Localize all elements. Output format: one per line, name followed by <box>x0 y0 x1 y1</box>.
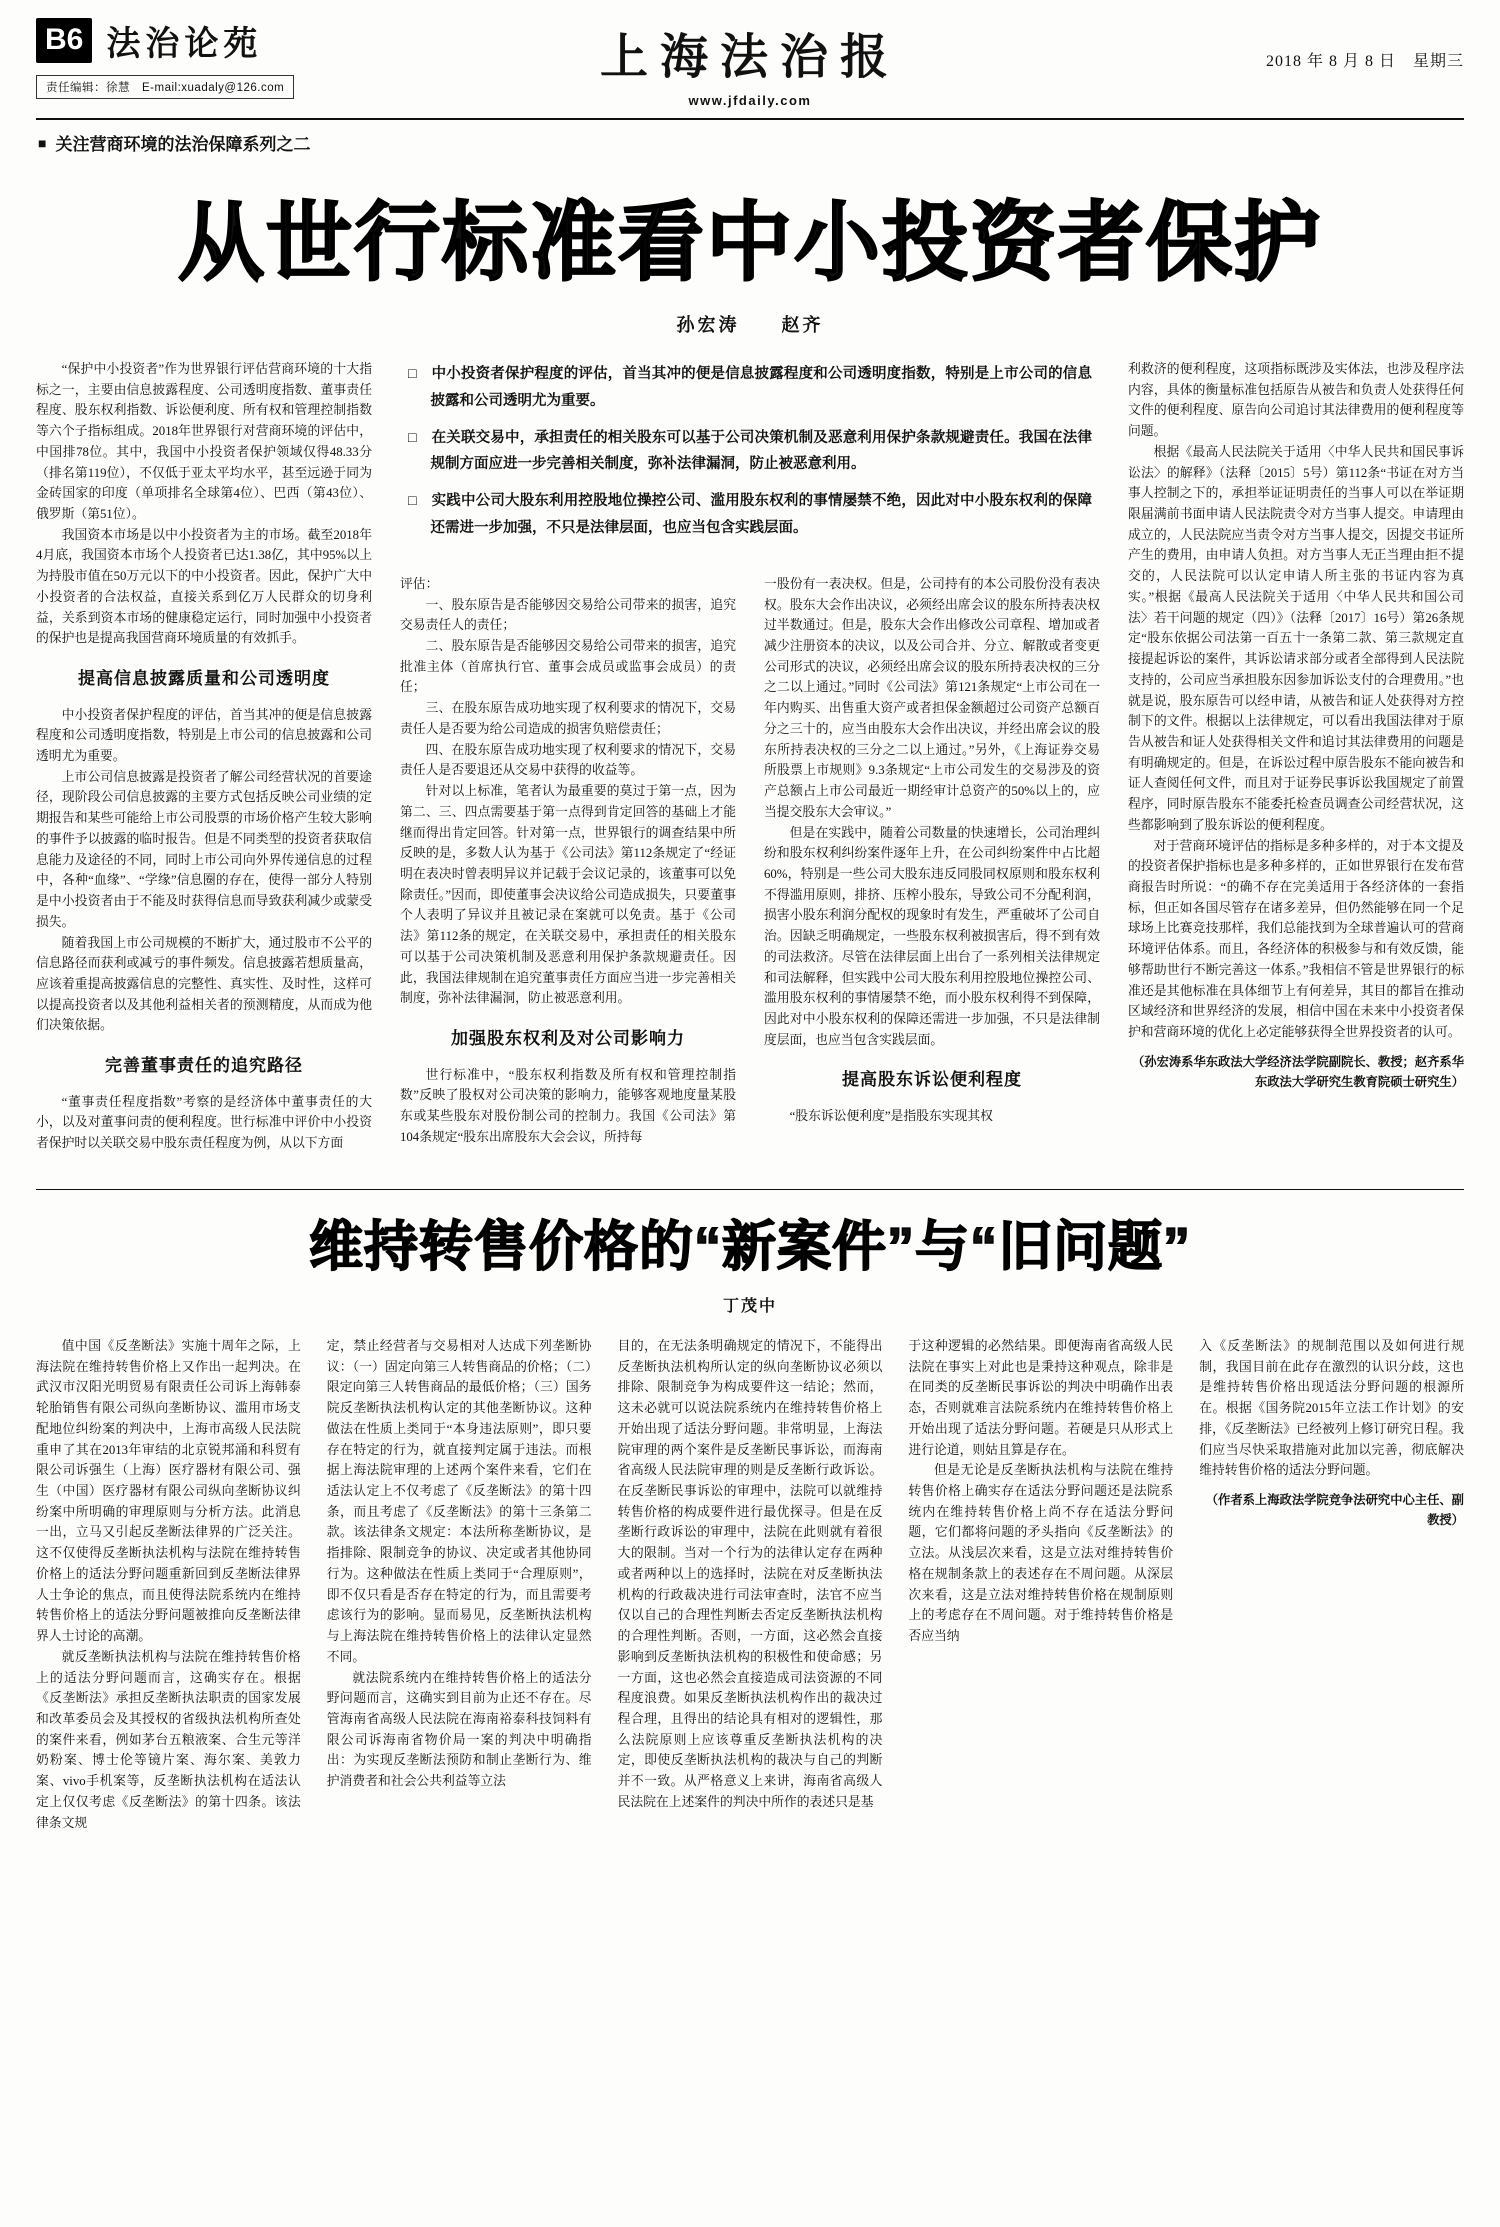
author-credit: （孙宏涛系华东政法大学经济法学院副院长、教授；赵齐系华东政法大学研究生教育院硕士研究生） <box>1131 1054 1464 1089</box>
paragraph: 但是在实践中，随着公司数量的快速增长，公司治理纠纷和股东权利纠纷案件逐年上升，在公司纠纷案件中占比超60%，特别是一些公司大股东违反同股同权原则和股东权利不得滥用原则，排挤、压榨小股东，导致公司不分配利润，损害小股东利润分配权的现象时有发生，严重破坏了公司自治。因缺乏明确规定，一些股东权利被损害后，得不到有效的司法救济。尽管在法律层面上出台了一系列相关法律规定和司法解释，但实践中公司大股东利用控股地位操控公司、滥用股东权利的事情屡禁不绝，而小股东权利得不到保障，因此对中小股东权利的保障还需进一步加强，不只是法律制度层面，也应当包含实践层面。 <box>764 825 1100 1047</box>
paragraph: 但是无论是反垄断执法机构与法院在维持转售价格上确实存在适法分野问题还是法院系统内在维持转售价格上尚不存在适法分野问题，它们都将问题的矛头指向《反垄断法》的立法。从浅层次来看，这是立法对维持转售价格在规制条款上的表述存在不周问题。从深层次来看，这是立法对维持转售价格在规制原则上的考虑存在不周问题。对于维持转售价格是否应当纳 <box>908 1463 1174 1644</box>
paragraph: 随着我国上市公司规模的不断扩大，通过股市不公平的信息路径而获利或减亏的事件频发。信息披露若想质量高，应该着重提高披露信息的完整性、真实性、及时性，这样可以提高投资者以及其他利益相关者的预测精度，从而成为他们决策依据。 <box>36 935 372 1033</box>
article1-column-3 <box>764 574 1100 1148</box>
paragraph: 三、在股东原告成功地实现了权利要求的情况下，交易责任人是否要为给公司造成的损害负赔偿责任； <box>400 701 736 736</box>
section-subhead: 加强股东权利及对公司影响力 <box>451 1028 685 1048</box>
series-label: 关注营商环境的法治保障系列之二 <box>55 135 311 154</box>
masthead-left <box>36 16 466 99</box>
page-number-badge: B6 <box>36 18 92 63</box>
article2-column-5 <box>1199 1336 1464 2202</box>
article1-headline: 从世行标准看中小投资者保护 <box>178 195 1322 291</box>
paragraph: 二、股东原告是否能够因交易给公司带来的损害，追究批准主体（首席执行官、董事会成员或监事会成员）的责任； <box>400 639 736 695</box>
article2-columns <box>36 1336 1464 2202</box>
article1-column-4 <box>1128 359 1464 1171</box>
article1-columns <box>36 359 1464 1171</box>
website-url: www.jfdaily.com <box>688 93 812 108</box>
article1-byline: 孙宏涛 赵齐 <box>676 315 824 335</box>
article1-middle-columns <box>400 574 1100 1148</box>
paragraph: 就法院系统内在维持转售价格上的适法分野问题而言，这确实到目前为止还不存在。尽管海南省高级人民法院在海南裕泰科技饲料有限公司诉海南省物价局一案的判决中明确指出：为实现反垄断法预防和制止垄断行为、维护消费者和社会公共利益等立法 <box>326 1670 592 1789</box>
highlight-item: □ 中小投资者保护程度的评估，首当其冲的便是信息披露程度和公司透明度指数，特别是上市公司的信息披露和公司透明尤为重要。 <box>408 366 1092 409</box>
paragraph: 评估： <box>400 576 439 591</box>
paragraph: 对于营商环境评估的指标是多种多样的，对于本文提及的投资者保护指标也是多种多样的，正如世界银行在发布营商报告时所说：“的确不存在完美适用于各经济体的一套指标，但正如各国尽管存在诸多差异，但仍然能够在同一个足球场上比赛竞技那样，我们总能找到为全球普遍认可的营商环境评估体系。而且，各经济体的积极参与和有效反馈，能够帮助世行不断完善这一体系。”我相信不管是世界银行的标准还是其他标准在具体细节上有何差异，其目的都旨在推动区域经济和世界经济的发展，相信中国在未来中小投资者保护和营商环境的优化上必定能够获得全世界投资者的认可。 <box>1128 838 1464 1039</box>
section-subhead: 提高信息披露质量和公司透明度 <box>78 669 330 689</box>
masthead-row <box>36 16 1464 120</box>
article1-highlight-box <box>400 359 1100 560</box>
article2-headline: 维持转售价格的“新案件”与“旧问题” <box>309 1217 1191 1277</box>
article1-column-1 <box>36 359 372 1171</box>
issue-date: 2018 年 8 月 8 日 星期三 <box>1265 53 1464 70</box>
article2-column-1 <box>36 1336 301 2202</box>
paragraph: 定，禁止经营者与交易相对人达成下列垄断协议：（一）固定向第三人转售商品的价格；（二）限定向第三人转售商品的最低价格；（三）国务院反垄断执法机构认定的其他垄断协议。这种做法在性质上类同于“本身违法原则”，即只要存在特定的行为，就直接判定属于违法。而根据上海法院审理的上述两个案件来看，它们在适法认定上不仅考虑了《反垄断法》的第十四条，而且考虑了《反垄断法》的第十三条第二款。该法律条文规定：本法所称垄断协议，是指排除、限制竞争的协议、决定或者其他协同行为。这种做法在性质上类同于“合理原则”，即不仅只看是否存在特定的行为，而且需要考虑该行为的影响。显而易见，反垄断执法机构与上海法院在维持转售价格上的法律认定显然不同。 <box>326 1339 592 1664</box>
article1-column-2 <box>400 574 736 1148</box>
section-title: 法治论苑 <box>106 25 263 63</box>
series-bullet-icon: ■ <box>38 134 47 151</box>
masthead-center <box>466 16 1034 108</box>
author-credit: （作者系上海政法学院竞争法研究中心主任、副教授） <box>1205 1493 1464 1527</box>
article1-middle-region <box>400 359 1100 1171</box>
paragraph: 中小投资者保护程度的评估，首当其冲的便是信息披露程度和公司透明度指数，特别是上市公司的信息披露和公司透明尤为重要。 <box>36 707 372 764</box>
paragraph: “董事责任程度指数”考察的是经济体中董事责任的大小，以及对董事问责的便利程度。世行标准中评价中小投资者保护时以关联交易中股东责任程度为例，从以下方面 <box>36 1094 372 1151</box>
series-tag <box>36 120 1464 159</box>
section-subhead: 提高股东诉讼便利程度 <box>842 1070 1022 1090</box>
highlight-item: □ 实践中公司大股东利用控股地位操控公司、滥用股东权利的事情屡禁不绝，因此对中小股东权利的保障还需进一步加强，不只是法律层面，也应当包含实践层面。 <box>408 493 1092 537</box>
paragraph: 于这种逻辑的必然结果。即便海南省高级人民法院在事实上对此也是秉持这种观点，除非是在同类的反垄断民事诉讼的判决中明确作出表态，否则就难言法院系统内在维持转售价格上开始出现了适法分野问题。若硬是只从形式上进行论道，则姑且算是存在。 <box>908 1339 1174 1457</box>
paragraph: 上市公司信息披露是投资者了解公司经营状况的首要途径，现阶段公司信息披露的主要方式包括反映公司业绩的定期报告和某些可能给上市公司股票的市场价格产生较大影响的事件予以披露的临时报告。但是不同类型的投资者获取信息能力及途径的不同，同时上市公司向外界传递信息的过程中，各种“血缘”、“学缘”信息圈的存在，使得一部分人特别是中小投资者由于不能及时获得信息而导致获利减少或蒙受损失。 <box>36 769 372 929</box>
article-divider <box>36 1189 1464 1190</box>
paragraph: 就反垄断执法机构与法院在维持转售价格上的适法分野问题而言，这确实存在。根据《反垄断法》承担反垄断执法职责的国家发展和改革委员会及其授权的省级执法机构所查处的案件来看，例如茅台五粮液案、合生元等洋奶粉案、博士伦等镜片案、海尔案、美敦力案、vivo手机案等，反垄断执法机构在适法认定上仅仅考虑《反垄断法》的第十四条。该法律条文规 <box>36 1649 301 1830</box>
paragraph: 一、股东原告是否能够因交易给公司带来的损害，追究交易责任人的责任； <box>400 597 736 633</box>
editor-line: 责任编辑：徐慧 E-mail:xuadaly@126.com <box>36 75 294 99</box>
article2-column-2 <box>327 1336 592 2202</box>
newspaper-title: 上海法治报 <box>599 29 900 85</box>
paragraph: 四、在股东原告成功地实现了权利要求的情况下，交易责任人是否要退还从交易中获得的收益等。 <box>400 742 736 778</box>
paragraph: 利救济的便利程度，这项指标既涉及实体法，也涉及程序法内容，具体的衡量标准包括原告从被告和负责人处获得任何文件的便利程度、原告向公司追讨其法律费用的便利程度等问题。 <box>1128 362 1464 439</box>
article2-column-3 <box>618 1336 883 2202</box>
paragraph: 值中国《反垄断法》实施十周年之际，上海法院在维持转售价格上又作出一起判决。在武汉市汉阳光明贸易有限责任公司诉上海韩泰轮胎销售有限公司纵向垄断协议、滥用市场支配地位纠纷案的判决中，上海市高级人民法院重申了其在2013年审结的北京锐邦涌和科贸有限公司诉强生（上海）医疗器材有限公司、强生（中国）医疗器材有限公司纵向垄断协议纠纷案中所明确的审理原则与分析方法。此消息一出，立马又引起反垄断法律界的广泛关注。这不仅使得反垄断执法机构与法院在维持转售价格上的适法分野问题重新回到反垄断法律界人士争论的焦点，而且使得法院系统内在维持转售价格上的适法分野问题被推向反垄断法律界人士讨论的高潮。 <box>36 1339 301 1644</box>
paragraph: 针对以上标准，笔者认为最重要的莫过于第一点，因为第二、三、四点需要基于第一点得到肯定回答的基础上才能继而得出肯定回答。针对第一点，世界银行的调查结果中所反映的是，多数人认为基于《公司法》第112条规定了“经证明在表决时曾表明异议并记载于会议记录的，该董事可以免除责任。”因而，即使董事会决议给公司造成损失，只要董事个人表明了异议并且被记录在案就可以免责。基于《公司法》第112条的规定，在关联交易中，承担责任的相关股东可以基于公司决策机制及恶意利用保护条款规避责任。因此，我国法律规制在追究董事责任方面应当进一步完善相关制度，弥补法律漏洞，防止被恶意利用。 <box>400 784 736 1006</box>
article2-column-4 <box>908 1336 1173 2202</box>
paragraph: 我国资本市场是以中小投资者为主的市场。截至2018年4月底，我国资本市场个人投资者已达1.38亿，其中95%以上为持股市值在50万元以下的中小投资者。因此，保护广大中小投资者的合法权益，直接关系到亿万人民群众的切身利益，关系到资本市场的健康稳定运行，同时加强中小投资者的保护也是提高我国营商环境质量的有效抓手。 <box>36 527 372 646</box>
paragraph: 入《反垄断法》的规制范围以及如何进行规制，我国目前在此存在激烈的认识分歧，这也是维持转售价格出现适法分野问题的根源所在。根据《国务院2015年立法工作计划》的安排，《反垄断法》已经被列上修订研究日程。我们应当尽快采取措施对此加以完善，彻底解决维持转售价格的适法分野问题。 <box>1199 1339 1464 1478</box>
paragraph: 目的，在无法条明确规定的情况下，不能得出反垄断执法机构所认定的纵向垄断协议必须以排除、限制竞争为构成要件这一结论；然而，这未必就可以说法院系统内在维持转售价格上开始出现了适法分野问题。非常明显，上海法院审理的两个案件是反垄断民事诉讼，而海南省高级人民法院审理的则是反垄断行政诉讼。在反垄断民事诉讼的审理中，法院可以就维持转售价格的构成要件进行最优探寻。但是在反垄断行政诉讼的审理中，法院在此则就有着很大的限制。当对一个行为的法律认定存在两种或者两种以上的选择时，法院在对反垄断执法机构的行政裁决进行司法审查时，法官不应当仅以自己的合理性判断去否定反垄断执法机构的合理性判断。否则，一方面，这必然会直接影响到反垄断执法机构的积极性和使命感；另一方面，这也必然会直接造成司法资源的不同程度浪费。如果反垄断执法机构作出的裁决过程合理，且得出的结论具有相对的逻辑性，那么法院原则上应该尊重反垄断执法机构的决定，即使反垄断执法机构的裁决与自己的判断并不一致。从严格意义上来讲，海南省高级人民法院在上述案件的判决中所作的表述只是基 <box>617 1339 883 1809</box>
paragraph: “保护中小投资者”作为世界银行评估营商环境的十大指标之一，主要由信息披露程度、公司透明度指数、董事责任程度、股东权利指数、诉讼便利度、所有权和管理控制指数等六个子指标组成。2018年世界银行对营商环境的评估中，中国排78位。其中，我国中小投资者保护领域仅得48.33分（排名第119位），不仅低于亚太平均水平，甚至远逊于同为金砖国家的印度（单项排名全球第4位）、巴西（第43位）、俄罗斯（第51位）。 <box>36 362 372 522</box>
paragraph: 根据《最高人民法院关于适用〈中华人民共和国民事诉讼法〉的解释》（法释〔2015〕5号）第112条“书证在对方当事人控制之下的，承担举证证明责任的当事人可以在举证期限届满前书面申请人民法院责令对方当事人提交。申请理由成立的，人民法院应当责令对方当事人提交，因提交书证所产生的费用，由申请人负担。对方当事人无正当理由拒不提交的，人民法院可以认定申请人所主张的书证内容为真实。”根据《最高人民法院关于适用〈中华人民共和国公司法〉若干问题的规定（四）》（法释〔2017〕16号）第26条规定“股东依据公司法第一百五十一条第二款、第三款规定直接提起诉讼的案件，其诉讼请求部分或者全部得到人民法院支持的，公司应当承担股东因参加诉讼支付的合理费用。”也就是说，股东原告可以经申请，从被告和证人处获得对方控制下的文件。根据以上法律规定，可以看出我国法律对于原告从被告和证人处获得相关文件和追讨其法律费用的问题是有明确规定的。但是，在诉讼过程中原告股东不能向被告和证人查阅任何文件，而且对于证券民事诉讼我国规定了前置程序，同时原告股东不能委托检查员调查公司经营状况，这些都影响到了股东诉讼的便利程度。 <box>1128 444 1464 832</box>
paragraph: “股东诉讼便利度”是指股东实现其权 <box>789 1108 993 1123</box>
section-subhead: 完善董事责任的追究路径 <box>105 1056 303 1076</box>
paragraph: 一股份有一表决权。但是，公司持有的本公司股份没有表决权。股东大会作出决议，必须经出席会议的股东所持表决权过半数通过。但是，股东大会作出修改公司章程、增加或者减少注册资本的决议，以及公司合并、分立、解散或者变更公司形式的决议，必须经出席会议的股东所持表决权的三分之二以上通过。”同时《公司法》第121条规定“上市公司在一年内购买、出售重大资产或者担保金额超过公司资产总额百分之三十的，应当由股东大会作出决议，并经出席会议的股东所持表决权的三分之二以上通过。”另外，《上海证券交易所股票上市规则》9.3条规定“上市公司发生的交易涉及的资产总额占上市公司最近一期经审计总资产的50%以上的，应当提交股东大会审议。” <box>764 576 1100 819</box>
highlight-item: □ 在关联交易中，承担责任的相关股东可以基于公司决策机制及恶意利用保护条款规避责任。我国在法律规制方面应进一步完善相关制度，弥补法律漏洞，防止被恶意利用。 <box>408 429 1092 473</box>
section-header <box>36 16 466 65</box>
article2-byline: 丁茂中 <box>722 1298 777 1315</box>
paragraph: 世行标准中，“股东权利指数及所有权和管理控制指数”反映了股权对公司决策的影响力，能够客观地度量某股东或某些股东对股份制公司的控制力。我国《公司法》第104条规定“股东出席股东大会会议，所持每 <box>400 1067 736 1144</box>
